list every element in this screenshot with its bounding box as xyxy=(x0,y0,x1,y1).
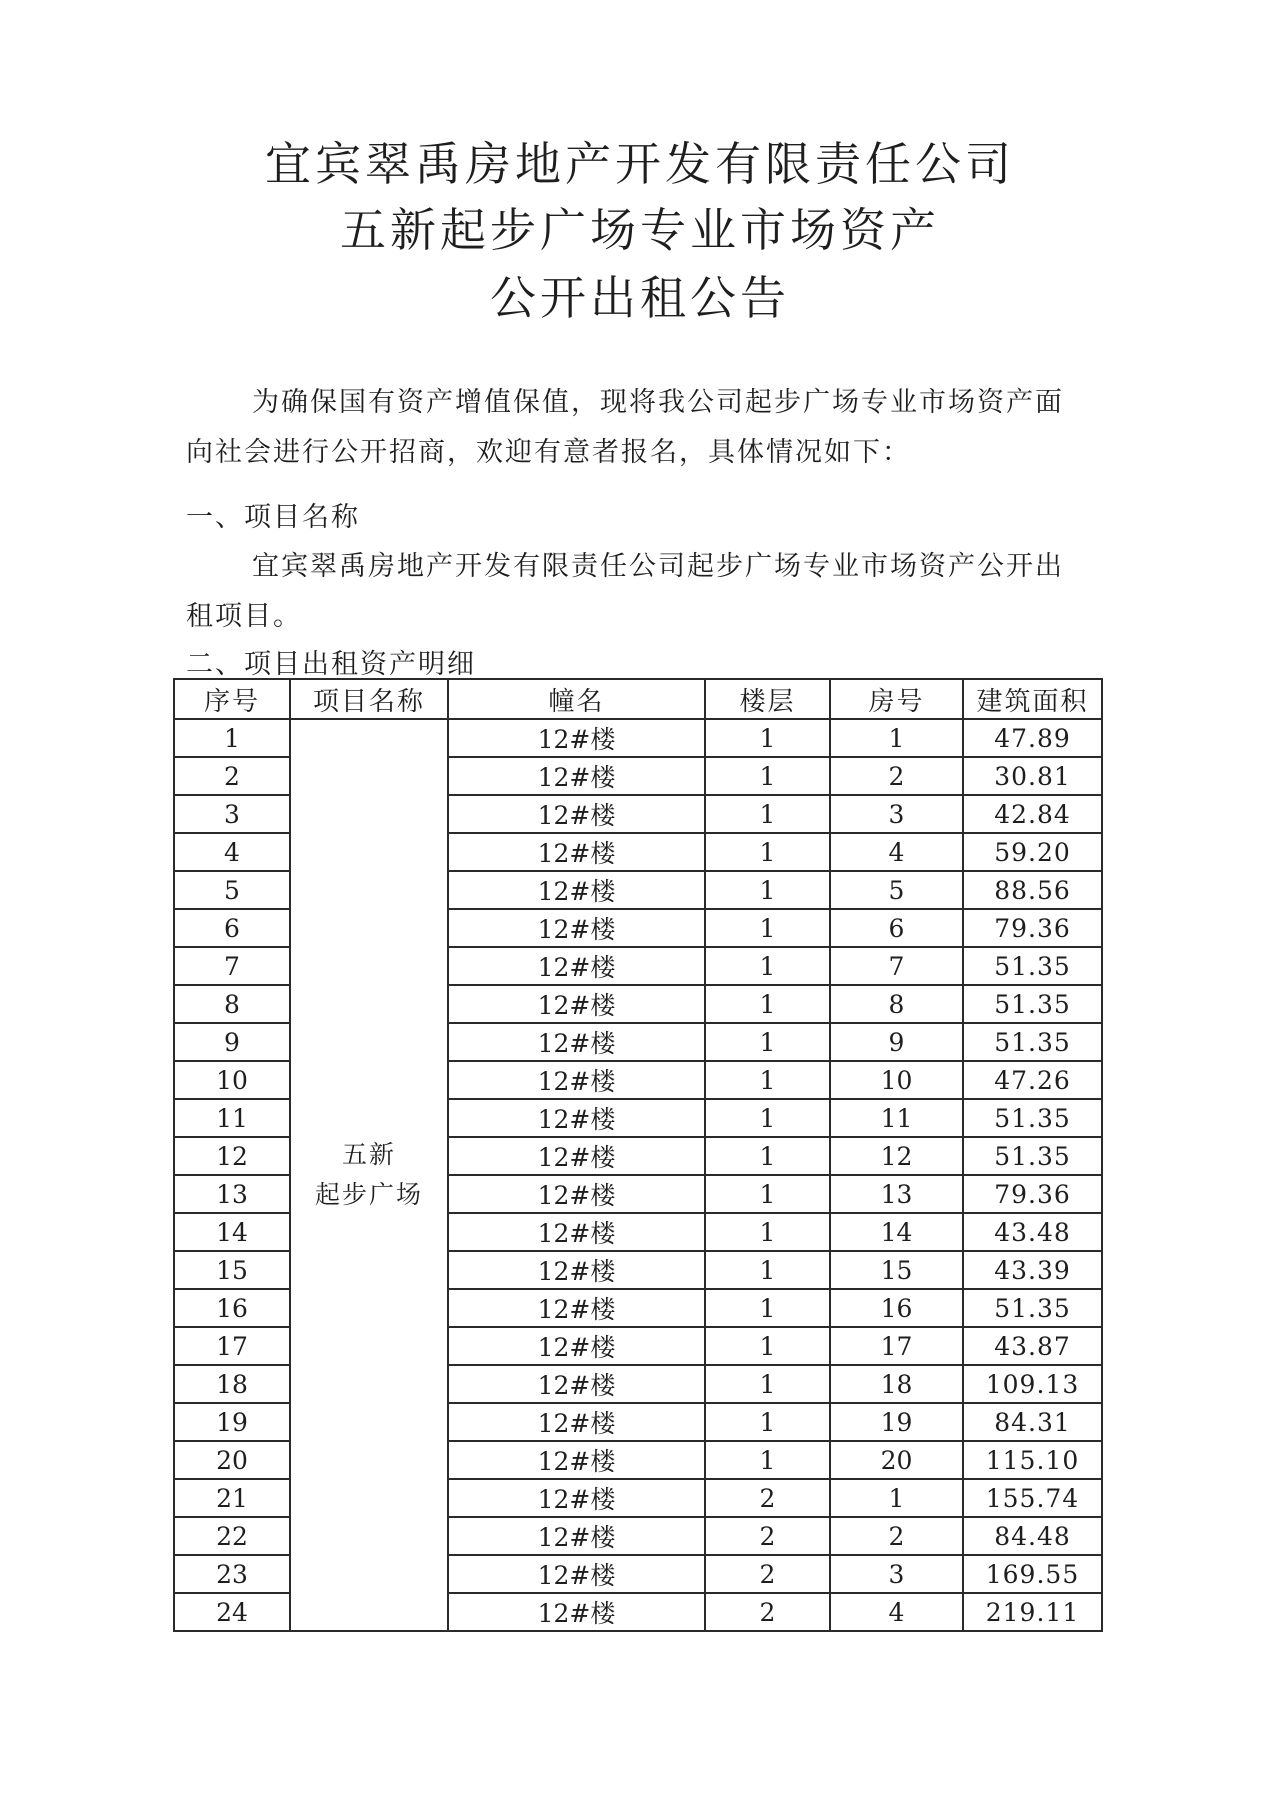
cell-room: 6 xyxy=(830,909,963,947)
cell-room: 7 xyxy=(830,947,963,985)
cell-floor: 1 xyxy=(705,1327,830,1365)
cell-room: 12 xyxy=(830,1137,963,1175)
cell-area: 51.35 xyxy=(963,1023,1102,1061)
cell-no: 23 xyxy=(174,1555,290,1593)
cell-room: 2 xyxy=(830,1517,963,1555)
cell-floor: 1 xyxy=(705,1023,830,1061)
cell-area: 51.35 xyxy=(963,1099,1102,1137)
cell-building: 12#楼 xyxy=(448,833,705,871)
section-1-body-line-1: 宜宾翠禹房地产开发有限责任公司起步广场专业市场资产公开出 xyxy=(252,551,1064,582)
cell-building: 12#楼 xyxy=(448,1517,705,1555)
header-area: 建筑面积 xyxy=(963,679,1102,719)
cell-no: 17 xyxy=(174,1327,290,1365)
cell-building: 12#楼 xyxy=(448,871,705,909)
cell-area: 51.35 xyxy=(963,947,1102,985)
cell-building: 12#楼 xyxy=(448,985,705,1023)
cell-area: 169.55 xyxy=(963,1555,1102,1593)
cell-room: 9 xyxy=(830,1023,963,1061)
cell-floor: 1 xyxy=(705,1403,830,1441)
cell-no: 8 xyxy=(174,985,290,1023)
header-no: 序号 xyxy=(174,679,290,719)
asset-table xyxy=(173,678,1103,1632)
cell-no: 19 xyxy=(174,1403,290,1441)
cell-no: 4 xyxy=(174,833,290,871)
cell-floor: 1 xyxy=(705,1175,830,1213)
cell-room: 4 xyxy=(830,1593,963,1631)
cell-building: 12#楼 xyxy=(448,1289,705,1327)
header-room: 房号 xyxy=(830,679,963,719)
table-header-row xyxy=(174,679,1102,719)
cell-no: 14 xyxy=(174,1213,290,1251)
intro-line-2: 向社会进行公开招商，欢迎有意者报名，具体情况如下： xyxy=(186,437,911,468)
section-1-body-line-2: 租项目。 xyxy=(186,601,302,632)
cell-floor: 1 xyxy=(705,871,830,909)
cell-room: 1 xyxy=(830,1479,963,1517)
cell-area: 43.39 xyxy=(963,1251,1102,1289)
cell-room: 3 xyxy=(830,1555,963,1593)
table-row xyxy=(174,719,1102,757)
cell-building: 12#楼 xyxy=(448,757,705,795)
cell-building: 12#楼 xyxy=(448,1061,705,1099)
cell-floor: 1 xyxy=(705,1365,830,1403)
cell-building: 12#楼 xyxy=(448,1403,705,1441)
cell-no: 15 xyxy=(174,1251,290,1289)
cell-building: 12#楼 xyxy=(448,1099,705,1137)
cell-room: 13 xyxy=(830,1175,963,1213)
cell-area: 51.35 xyxy=(963,1137,1102,1175)
cell-room: 2 xyxy=(830,757,963,795)
table-body xyxy=(174,719,1102,1631)
project-name-line-2: 起步广场 xyxy=(314,1180,423,1209)
cell-room: 3 xyxy=(830,795,963,833)
cell-floor: 1 xyxy=(705,1289,830,1327)
cell-floor: 1 xyxy=(705,947,830,985)
cell-area: 84.31 xyxy=(963,1403,1102,1441)
project-name-line-1: 五新 xyxy=(341,1140,396,1169)
cell-room: 4 xyxy=(830,833,963,871)
cell-no: 11 xyxy=(174,1099,290,1137)
cell-no: 12 xyxy=(174,1137,290,1175)
cell-area: 84.48 xyxy=(963,1517,1102,1555)
cell-area: 115.10 xyxy=(963,1441,1102,1479)
cell-building: 12#楼 xyxy=(448,719,705,757)
cell-no: 20 xyxy=(174,1441,290,1479)
cell-room: 19 xyxy=(830,1403,963,1441)
cell-room: 17 xyxy=(830,1327,963,1365)
cell-area: 79.36 xyxy=(963,909,1102,947)
cell-no: 7 xyxy=(174,947,290,985)
cell-area: 42.84 xyxy=(963,795,1102,833)
section-2-heading: 二、项目出租资产明细 xyxy=(186,649,476,680)
cell-area: 51.35 xyxy=(963,985,1102,1023)
cell-room: 15 xyxy=(830,1251,963,1289)
cell-no: 1 xyxy=(174,719,290,757)
cell-building: 12#楼 xyxy=(448,1555,705,1593)
cell-no: 5 xyxy=(174,871,290,909)
cell-floor: 1 xyxy=(705,985,830,1023)
cell-room: 5 xyxy=(830,871,963,909)
cell-area: 79.36 xyxy=(963,1175,1102,1213)
cell-area: 47.26 xyxy=(963,1061,1102,1099)
cell-floor: 2 xyxy=(705,1517,830,1555)
cell-floor: 1 xyxy=(705,1099,830,1137)
cell-floor: 1 xyxy=(705,1441,830,1479)
title-line-2: 五新起步广场专业市场资产 xyxy=(340,203,940,257)
cell-floor: 2 xyxy=(705,1479,830,1517)
cell-building: 12#楼 xyxy=(448,1251,705,1289)
cell-no: 22 xyxy=(174,1517,290,1555)
cell-floor: 1 xyxy=(705,1251,830,1289)
cell-project-name xyxy=(290,719,448,1631)
cell-floor: 1 xyxy=(705,1137,830,1175)
cell-area: 51.35 xyxy=(963,1289,1102,1327)
cell-floor: 2 xyxy=(705,1593,830,1631)
header-floor: 楼层 xyxy=(705,679,830,719)
cell-no: 21 xyxy=(174,1479,290,1517)
cell-room: 16 xyxy=(830,1289,963,1327)
cell-building: 12#楼 xyxy=(448,1137,705,1175)
cell-area: 30.81 xyxy=(963,757,1102,795)
cell-area: 43.87 xyxy=(963,1327,1102,1365)
cell-building: 12#楼 xyxy=(448,1175,705,1213)
section-1-heading: 一、项目名称 xyxy=(186,502,360,533)
cell-no: 18 xyxy=(174,1365,290,1403)
cell-floor: 1 xyxy=(705,909,830,947)
cell-no: 6 xyxy=(174,909,290,947)
cell-building: 12#楼 xyxy=(448,1479,705,1517)
cell-room: 11 xyxy=(830,1099,963,1137)
cell-floor: 1 xyxy=(705,1061,830,1099)
cell-room: 14 xyxy=(830,1213,963,1251)
header-building: 幢名 xyxy=(448,679,705,719)
cell-building: 12#楼 xyxy=(448,1441,705,1479)
cell-no: 13 xyxy=(174,1175,290,1213)
cell-no: 3 xyxy=(174,795,290,833)
cell-floor: 1 xyxy=(705,795,830,833)
title-line-1: 宜宾翠禹房地产开发有限责任公司 xyxy=(265,137,1015,191)
cell-building: 12#楼 xyxy=(448,1023,705,1061)
cell-no: 9 xyxy=(174,1023,290,1061)
cell-room: 8 xyxy=(830,985,963,1023)
cell-floor: 1 xyxy=(705,719,830,757)
cell-floor: 1 xyxy=(705,1213,830,1251)
cell-floor: 2 xyxy=(705,1555,830,1593)
cell-floor: 1 xyxy=(705,757,830,795)
cell-room: 10 xyxy=(830,1061,963,1099)
cell-building: 12#楼 xyxy=(448,1593,705,1631)
cell-no: 24 xyxy=(174,1593,290,1631)
cell-room: 18 xyxy=(830,1365,963,1403)
cell-no: 10 xyxy=(174,1061,290,1099)
title-line-3: 公开出租公告 xyxy=(490,271,790,325)
cell-building: 12#楼 xyxy=(448,947,705,985)
cell-room: 20 xyxy=(830,1441,963,1479)
cell-building: 12#楼 xyxy=(448,795,705,833)
cell-area: 47.89 xyxy=(963,719,1102,757)
cell-room: 1 xyxy=(830,719,963,757)
cell-area: 43.48 xyxy=(963,1213,1102,1251)
cell-no: 16 xyxy=(174,1289,290,1327)
cell-no: 2 xyxy=(174,757,290,795)
cell-area: 88.56 xyxy=(963,871,1102,909)
cell-building: 12#楼 xyxy=(448,909,705,947)
cell-building: 12#楼 xyxy=(448,1213,705,1251)
cell-floor: 1 xyxy=(705,833,830,871)
cell-area: 59.20 xyxy=(963,833,1102,871)
intro-line-1: 为确保国有资产增值保值，现将我公司起步广场专业市场资产面 xyxy=(252,387,1064,418)
cell-building: 12#楼 xyxy=(448,1365,705,1403)
cell-area: 109.13 xyxy=(963,1365,1102,1403)
cell-area: 155.74 xyxy=(963,1479,1102,1517)
cell-building: 12#楼 xyxy=(448,1327,705,1365)
header-project-name: 项目名称 xyxy=(290,679,448,719)
cell-area: 219.11 xyxy=(963,1593,1102,1631)
